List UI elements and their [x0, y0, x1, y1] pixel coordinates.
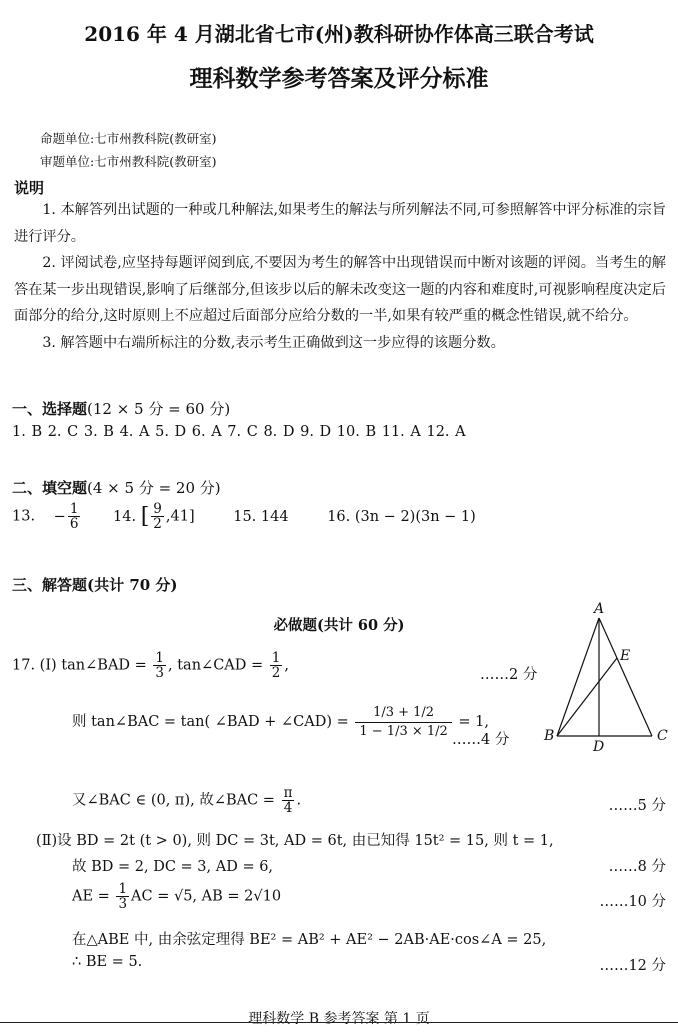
q17-fraction-third-den: 3	[118, 896, 128, 913]
q16-answer: 16. (3n − 2)(3n − 1)	[327, 508, 476, 525]
q17-line2-text-a: 则 tan∠BAC = tan( ∠BAD + ∠CAD) =	[72, 714, 354, 731]
point-e-label: E	[620, 648, 631, 664]
q14-label: 14.	[113, 508, 137, 525]
q13-sign: −	[53, 508, 66, 525]
vertex-b-label: B	[544, 728, 555, 744]
notes-heading: 说明	[14, 179, 45, 197]
q17-fraction-third-num: 1	[118, 881, 128, 897]
q17-line3-text-b: .	[296, 792, 302, 809]
section1-heading: 一、选择题	[12, 400, 88, 418]
notes-body	[14, 197, 666, 356]
footer-rule	[0, 1022, 678, 1023]
q14-tail: ,41]	[165, 508, 195, 525]
q17-line6-text-a: AE =	[72, 888, 115, 905]
q17-line3	[72, 786, 301, 815]
q17-line1-text-a: tan∠BAD =	[61, 657, 152, 674]
q17-line3-text-a: 又∠BAC ∈ (0, π), 故∠BAC =	[72, 792, 280, 809]
point-d-label: D	[593, 739, 605, 754]
segment-be	[557, 658, 617, 736]
q17-line1-text-b: , tan∠CAD =	[168, 657, 268, 674]
section3-score: (共计 70 分)	[87, 576, 178, 594]
section3-header	[12, 574, 178, 595]
q17-score-1: ……2 分	[480, 667, 538, 683]
q15-answer: 15. 144	[233, 508, 289, 525]
q17-fraction-pi-num: π	[283, 785, 293, 801]
q13-fraction	[68, 502, 81, 531]
q17-line6-text-b: AC = √5, AB = 2√10	[131, 888, 282, 905]
q14-denominator: 2	[153, 516, 162, 533]
q17-score-2: ……4 分	[452, 732, 510, 748]
q17-line1-text-c: ,	[284, 657, 289, 674]
q17-fraction-1-num: 1	[155, 650, 165, 666]
exam-title: 2016 年 4 月湖北省七市(州)教科研协作体高三联合考试	[84, 22, 594, 46]
note-paragraph-1: 1. 本解答列出试题的一种或几种解法,如果考生的解法与所列解法不同,可参照解答中评分标准的宗旨进行评分。	[14, 202, 666, 245]
vertex-c-label: C	[657, 728, 668, 744]
q17-complex-denominator: 1 − 1/3 × 1/2	[359, 723, 448, 739]
section2-answers	[12, 502, 476, 531]
q17-part2-label: (Ⅱ)	[36, 833, 58, 849]
q17-fraction-1	[153, 651, 166, 680]
triangle-figure	[540, 598, 678, 754]
q17-score-8: ……12 分	[599, 958, 666, 974]
section3-heading: 三、解答题	[12, 576, 88, 594]
q17-line2	[72, 704, 489, 740]
q13-denominator: 6	[69, 516, 79, 533]
note-paragraph-2: 2. 评阅试卷,应坚持每题评阅到底,不要因为考生的解答中出现错误而中断对该题的评阅。当考生的解答在某一步出现错误,影响了后继部分,但该步以后的解未改变这一题的内容和难度时,可视影响程度决定后面部分的给分,这时原则上不应超过后面部分应给分数的一半,如果有较严重的概念性错误,就不给分。	[14, 255, 666, 324]
q17-complex-fraction	[355, 704, 451, 740]
q17-score-5: ……8 分	[608, 859, 666, 875]
q17-line6	[72, 882, 281, 911]
q13-numerator: 1	[69, 501, 79, 517]
q17-line5: 故 BD = 2, DC = 3, AD = 6,	[72, 859, 274, 875]
vertex-a-label: A	[594, 601, 605, 617]
section2-heading: 二、填空题	[12, 479, 88, 497]
q17-fraction-2-num: 1	[271, 650, 281, 666]
q17-fraction-pi	[282, 786, 295, 815]
q17-score-6: ……10 分	[599, 894, 666, 910]
proposer-line: 命题单位:七市州教科院(教研室)	[40, 131, 217, 146]
section1-answers: 1. B 2. C 3. B 4. A 5. D 6. A 7. C 8. D 9. D 10. B 11. A 12. A	[12, 424, 466, 440]
q17-line1	[12, 651, 289, 680]
q17-line7: 在△ABE 中, 由余弦定理得 BE² = AB² + AE² − 2AB·AE·cos∠A = 25,	[72, 932, 547, 948]
section2-score: (4 × 5 分 = 20 分)	[87, 479, 221, 497]
q17-fraction-2-den: 2	[271, 665, 281, 682]
q14-open-bracket: [	[140, 504, 150, 530]
q17-fraction-1-den: 3	[155, 665, 165, 682]
side-ac	[599, 618, 652, 736]
q17-fraction-2	[270, 651, 283, 680]
document-subtitle: 理科数学参考答案及评分标准	[189, 65, 489, 92]
q17-line4	[36, 829, 554, 850]
side-ab	[557, 618, 599, 736]
section1-header	[12, 398, 230, 419]
section2-header	[12, 477, 221, 498]
page-footer: 理科数学 B 参考答案 第 1 页	[248, 1011, 430, 1027]
q17-label: 17. (Ⅰ)	[12, 657, 57, 674]
reviewer-line: 审题单位:七市州教科院(教研室)	[40, 154, 217, 169]
q17-line2-text-b: = 1,	[453, 714, 490, 731]
note-paragraph-3: 3. 解答题中右端所标注的分数,表示考生正确做到这一步应得的该题分数。	[42, 334, 505, 351]
required-heading: 必做题(共计 60 分)	[273, 617, 405, 634]
q14-fraction	[151, 502, 164, 531]
q14-numerator: 9	[153, 501, 162, 517]
q17-fraction-third	[116, 882, 129, 911]
q13-label: 13.	[12, 508, 36, 525]
q17-line8: ∴ BE = 5.	[72, 954, 143, 970]
q17-complex-numerator: 1/3 + 1/2	[355, 704, 451, 723]
q17-score-3: ……5 分	[608, 798, 666, 814]
q17-fraction-pi-den: 4	[283, 800, 293, 817]
q17-line4-text: 设 BD = 2t (t > 0), 则 DC = 3t, AD = 6t, 由已知得 15t² = 15, 则 t = 1,	[57, 833, 554, 849]
section1-score: (12 × 5 分 = 60 分)	[87, 400, 231, 418]
